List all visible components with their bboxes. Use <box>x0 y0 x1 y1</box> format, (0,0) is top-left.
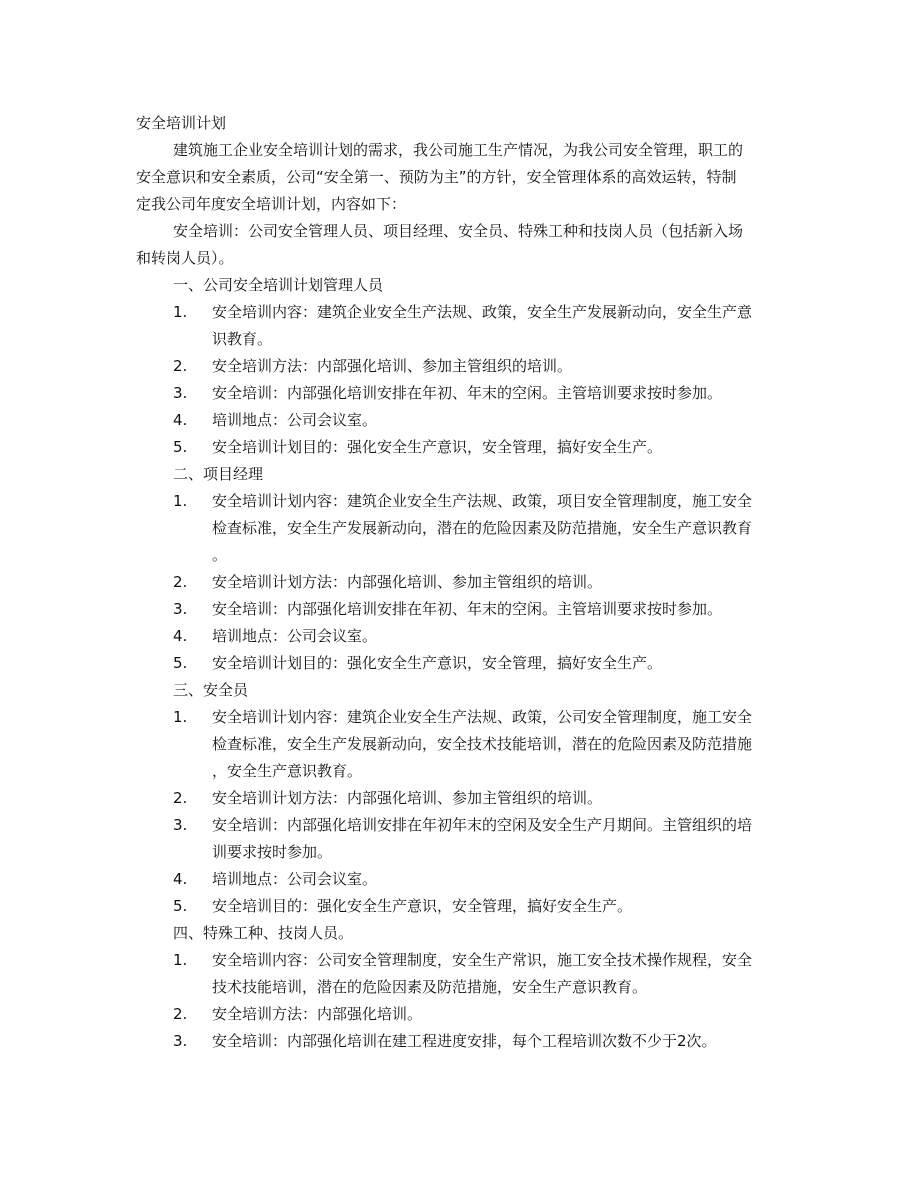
list-item <box>136 785 786 812</box>
list-item <box>136 893 786 920</box>
list-item-line: 。 <box>212 546 228 564</box>
list-item-line: 安全培训计划内容：建筑企业安全生产法规、政策，公司安全管理制度，施工安全 <box>212 708 753 726</box>
list-item <box>136 434 786 461</box>
list-item-line: 安全培训计划目的：强化安全生产意识，安全管理，搞好安全生产。 <box>212 438 663 456</box>
list-item-number: 3. <box>173 816 188 834</box>
list-item-text <box>212 299 752 353</box>
list-item-text <box>212 569 602 596</box>
list-item-line: 安全培训计划方法：内部强化培训、参加主管组织的培训。 <box>212 789 603 807</box>
list-item-text <box>212 893 632 920</box>
list-item-number: 1. <box>173 951 188 969</box>
list-item-number: 4. <box>173 870 188 888</box>
list-item-number: 5. <box>173 897 188 915</box>
list-item <box>136 947 786 1001</box>
list-item-text <box>212 785 602 812</box>
list-item-text <box>212 947 752 1001</box>
list-item-line: 识教育。 <box>212 330 273 348</box>
list-item-number: 5. <box>173 654 188 672</box>
list-item-text <box>212 812 752 866</box>
list-item-number: 2. <box>173 789 188 807</box>
list-item-line: 培训地点：公司会议室。 <box>212 870 378 888</box>
list-item-text <box>212 488 752 569</box>
list-item-line: 安全培训：内部强化培训安排在年初、年末的空闲。主管培训要求按时参加。 <box>212 384 723 402</box>
list-item <box>136 704 786 785</box>
list-item-number: 5. <box>173 438 188 456</box>
list-item-text <box>212 1028 717 1055</box>
list-item-line: ，安全生产意识教育。 <box>212 762 363 780</box>
list-item-line: 培训地点：公司会议室。 <box>212 627 378 645</box>
list-item-line: 安全培训计划方法：内部强化培训、参加主管组织的培训。 <box>212 573 603 591</box>
section <box>136 272 786 461</box>
list-item <box>136 299 786 353</box>
list-item-number: 3. <box>173 600 188 618</box>
section <box>136 677 786 920</box>
list-item-line: 技术技能培训，潜在的危险因素及防范措施，安全生产意识教育。 <box>212 978 648 996</box>
section <box>136 461 786 677</box>
list-item-text <box>212 380 722 407</box>
list-item <box>136 596 786 623</box>
list-item-number: 2. <box>173 573 188 591</box>
list-item-line: 检查标准，安全生产发展新动向，安全技术技能培训，潜在的危险因素及防范措施 <box>212 735 753 753</box>
list-item-text <box>212 623 377 650</box>
list-item-line: 安全培训内容：建筑企业安全生产法规、政策，安全生产发展新动向，安全生产意 <box>212 303 753 321</box>
list-item-line: 安全培训方法：内部强化培训、参加主管组织的培训。 <box>212 357 573 375</box>
list-item-line: 安全培训：内部强化培训安排在年初年末的空闲及安全生产月期间。主管组织的培 <box>212 816 753 834</box>
intro-paragraph <box>136 137 786 218</box>
section-heading: 四、特殊工种、技岗人员。 <box>173 924 354 942</box>
list-item-text <box>212 1001 422 1028</box>
list-item-number: 2. <box>173 1005 188 1023</box>
document-title: 安全培训计划 <box>136 114 227 132</box>
list-item <box>136 407 786 434</box>
list-item-line: 检查标准，安全生产发展新动向，潜在的危险因素及防范措施，安全生产意识教育 <box>212 519 753 537</box>
section-heading: 二、项目经理 <box>173 465 264 483</box>
list-item-text <box>212 407 377 434</box>
section-heading: 一、公司安全培训计划管理人员 <box>173 276 384 294</box>
list-item-text <box>212 353 572 380</box>
list-item-text <box>212 650 662 677</box>
list-item-line: 安全培训：内部强化培训安排在年初、年末的空闲。主管培训要求按时参加。 <box>212 600 723 618</box>
list-item <box>136 488 786 569</box>
list-item-line: 培训地点：公司会议室。 <box>212 411 378 429</box>
list-item-number: 1. <box>173 492 188 510</box>
list-item-line: 安全培训方法：内部强化培训。 <box>212 1005 423 1023</box>
list-item <box>136 650 786 677</box>
list-item-text <box>212 704 752 785</box>
list-item-number: 3. <box>173 1032 188 1050</box>
list-item-line: 安全培训：内部强化培训在建工程进度安排，每个工程培训次数不少于2次。 <box>212 1032 717 1050</box>
list-item-line: 安全培训内容：公司安全管理制度，安全生产常识，施工安全技术操作规程，安全 <box>212 951 753 969</box>
list-item <box>136 569 786 596</box>
list-item <box>136 623 786 650</box>
list-item-line: 安全培训目的：强化安全生产意识，安全管理，搞好安全生产。 <box>212 897 633 915</box>
intro-paragraph <box>136 218 786 272</box>
list-item <box>136 812 786 866</box>
list-item-text <box>212 866 377 893</box>
paragraph-line: 和转岗人员）。 <box>136 249 234 267</box>
document-body <box>136 110 786 1055</box>
list-item-number: 1. <box>173 708 188 726</box>
paragraph-line: 定我公司年度安全培训计划，内容如下： <box>136 195 407 213</box>
list-item-number: 2. <box>173 357 188 375</box>
section <box>136 920 786 1055</box>
list-item-line: 安全培训计划目的：强化安全生产意识，安全管理，搞好安全生产。 <box>212 654 663 672</box>
list-item-text <box>212 596 722 623</box>
list-item-number: 4. <box>173 411 188 429</box>
list-item <box>136 866 786 893</box>
list-item-line: 训要求按时参加。 <box>212 843 333 861</box>
section-heading: 三、安全员 <box>173 681 249 699</box>
list-item-number: 3. <box>173 384 188 402</box>
paragraph-line: 安全培训：公司安全管理人员、项目经理、安全员、特殊工种和技岗人员（包括新入场 <box>173 222 744 240</box>
list-item-line: 安全培训计划内容：建筑企业安全生产法规、政策，项目安全管理制度，施工安全 <box>212 492 753 510</box>
list-item <box>136 353 786 380</box>
list-item-text <box>212 434 662 461</box>
list-item-number: 1. <box>173 303 188 321</box>
paragraph-line: 建筑施工企业安全培训计划的需求，我公司施工生产情况，为我公司安全管理，职工的 <box>173 141 744 159</box>
list-item <box>136 380 786 407</box>
list-item <box>136 1001 786 1028</box>
list-item <box>136 1028 786 1055</box>
paragraph-line: 安全意识和安全素质，公司“安全第一、预防为主”的方针，安全管理体系的高效运转，特制 <box>136 168 737 186</box>
list-item-number: 4. <box>173 627 188 645</box>
